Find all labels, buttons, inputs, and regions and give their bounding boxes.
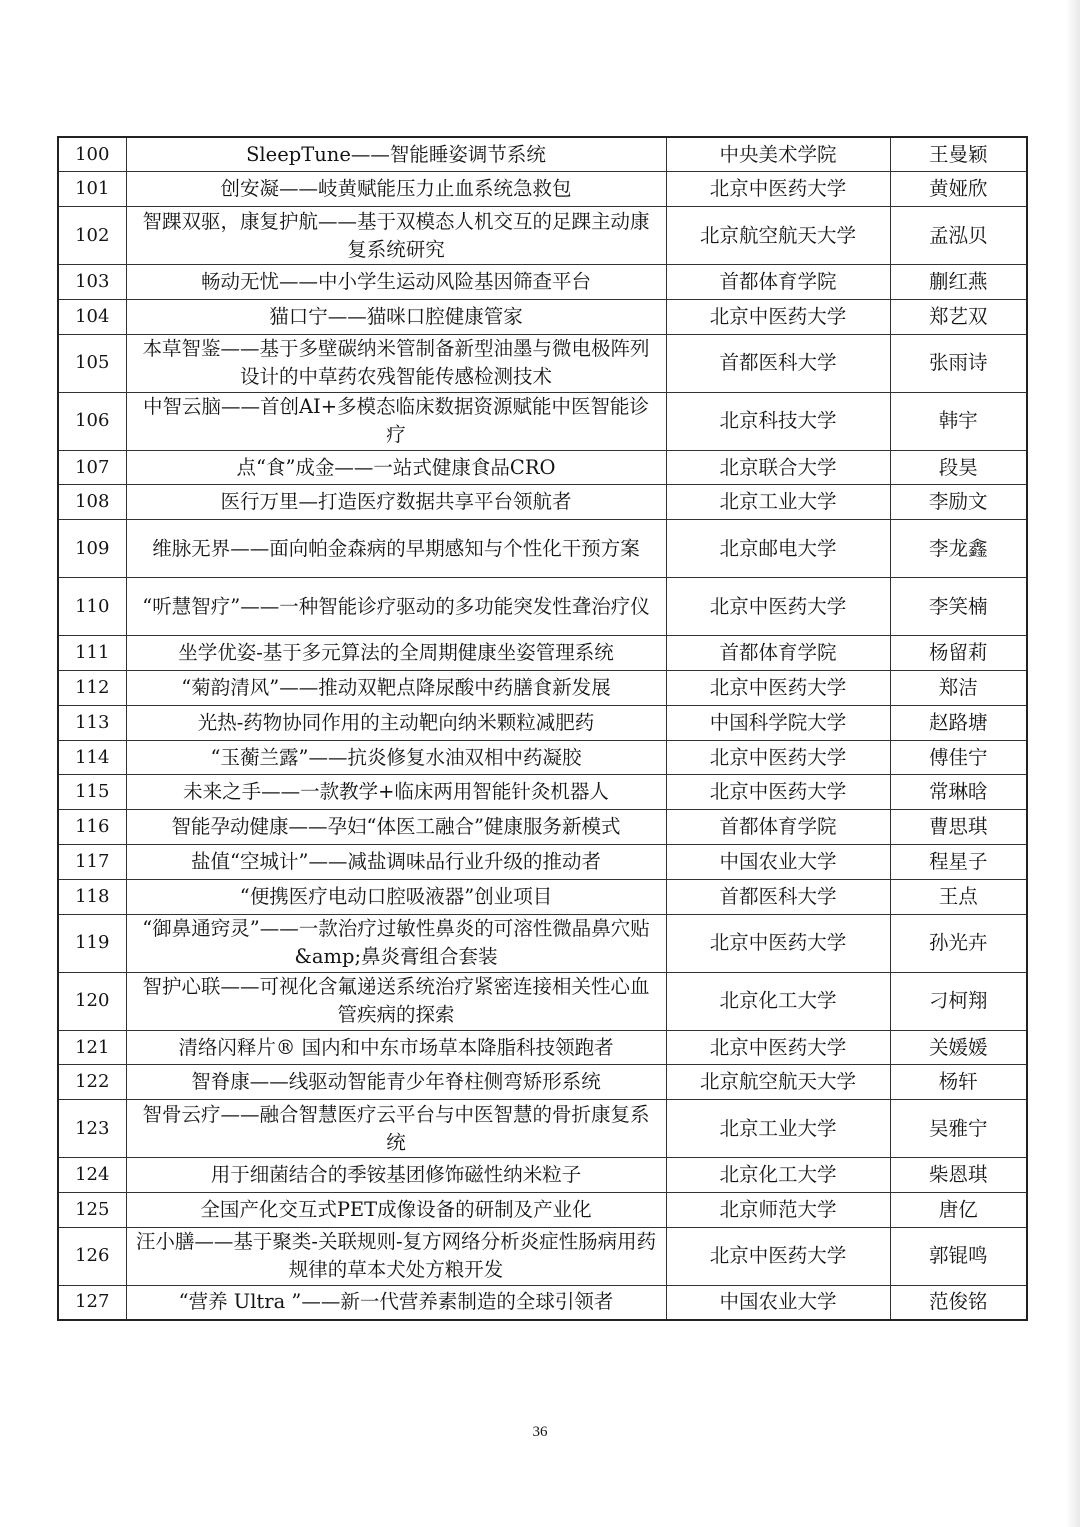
school-cell: 首都体育学院: [666, 636, 890, 671]
table-row: [58, 520, 1027, 578]
project-name-cell: 点“食”成金——一站式健康食品CRO: [126, 450, 666, 485]
table-row: [58, 137, 1027, 172]
project-name-cell: 清络闪释片® 国内和中东市场草本降脂科技领跑者: [126, 1030, 666, 1065]
table-row: [58, 485, 1027, 520]
school-cell: 北京中医药大学: [666, 1227, 890, 1285]
table-row: [58, 740, 1027, 775]
table-row: [58, 1030, 1027, 1065]
table-row: [58, 705, 1027, 740]
project-name-cell: 坐学优姿-基于多元算法的全周期健康坐姿管理系统: [126, 636, 666, 671]
table-row: [58, 671, 1027, 706]
project-name-cell: 猫口宁——猫咪口腔健康管家: [126, 299, 666, 334]
table-row: [58, 392, 1027, 450]
table-row: [58, 1193, 1027, 1228]
leader-cell: 郭锟鸣: [890, 1227, 1027, 1285]
project-name-cell: 智能孕动健康——孕妇“体医工融合”健康服务新模式: [126, 810, 666, 845]
leader-cell: 杨留莉: [890, 636, 1027, 671]
leader-cell: 赵路塘: [890, 705, 1027, 740]
row-number-cell: 108: [58, 485, 126, 520]
table-row: [58, 1285, 1027, 1320]
row-number-cell: 103: [58, 265, 126, 300]
leader-cell: 黄娅欣: [890, 172, 1027, 207]
row-number-cell: 107: [58, 450, 126, 485]
page-number: 36: [532, 1424, 548, 1440]
project-name-cell: 智护心联——可视化含氟递送系统治疗紧密连接相关性心血管疾病的探索: [126, 972, 666, 1030]
leader-cell: 段昊: [890, 450, 1027, 485]
row-number-cell: 125: [58, 1193, 126, 1228]
leader-cell: 吴雅宁: [890, 1100, 1027, 1158]
leader-cell: 郑洁: [890, 671, 1027, 706]
school-cell: 北京中医药大学: [666, 775, 890, 810]
school-cell: 北京中医药大学: [666, 299, 890, 334]
school-cell: 北京中医药大学: [666, 172, 890, 207]
row-number-cell: 119: [58, 914, 126, 972]
project-name-cell: “营养 Ultra ”——新一代营养素制造的全球引领者: [126, 1285, 666, 1320]
row-number-cell: 114: [58, 740, 126, 775]
row-number-cell: 102: [58, 207, 126, 265]
leader-cell: 李龙鑫: [890, 520, 1027, 578]
table-row: [58, 972, 1027, 1030]
school-cell: 北京工业大学: [666, 1100, 890, 1158]
school-cell: 中国农业大学: [666, 845, 890, 880]
row-number-cell: 109: [58, 520, 126, 578]
project-name-cell: 智踝双驱，康复护航——基于双模态人机交互的足踝主动康复系统研究: [126, 207, 666, 265]
row-number-cell: 126: [58, 1227, 126, 1285]
school-cell: 首都体育学院: [666, 265, 890, 300]
project-name-cell: “菊韵清风”——推动双靶点降尿酸中药膳食新发展: [126, 671, 666, 706]
table-row: [58, 265, 1027, 300]
project-name-cell: “御鼻通窍灵”——一款治疗过敏性鼻炎的可溶性微晶鼻穴贴&amp;鼻炎膏组合套装: [126, 914, 666, 972]
row-number-cell: 120: [58, 972, 126, 1030]
project-name-cell: 中智云脑——首创AI+多模态临床数据资源赋能中医智能诊疗: [126, 392, 666, 450]
project-name-cell: 医行万里—打造医疗数据共享平台领航者: [126, 485, 666, 520]
leader-cell: 常琳晗: [890, 775, 1027, 810]
project-name-cell: “听慧智疗”——一种智能诊疗驱动的多功能突发性聋治疗仪: [126, 578, 666, 636]
scan-edge-shadow: [1066, 0, 1080, 1527]
leader-cell: 蒯红燕: [890, 265, 1027, 300]
row-number-cell: 106: [58, 392, 126, 450]
leader-cell: 韩宇: [890, 392, 1027, 450]
table-row: [58, 636, 1027, 671]
project-list-table: [57, 136, 1028, 1321]
project-name-cell: “便携医疗电动口腔吸液器”创业项目: [126, 879, 666, 914]
row-number-cell: 105: [58, 334, 126, 392]
project-name-cell: “玉蘅兰露”——抗炎修复水油双相中药凝胶: [126, 740, 666, 775]
row-number-cell: 123: [58, 1100, 126, 1158]
row-number-cell: 100: [58, 137, 126, 172]
row-number-cell: 124: [58, 1158, 126, 1193]
school-cell: 北京航空航天大学: [666, 207, 890, 265]
leader-cell: 王点: [890, 879, 1027, 914]
row-number-cell: 101: [58, 172, 126, 207]
table-row: [58, 334, 1027, 392]
school-cell: 北京化工大学: [666, 1158, 890, 1193]
table-row: [58, 172, 1027, 207]
school-cell: 北京中医药大学: [666, 671, 890, 706]
table-row: [58, 1158, 1027, 1193]
project-name-cell: SleepTune——智能睡姿调节系统: [126, 137, 666, 172]
table-row: [58, 1100, 1027, 1158]
school-cell: 首都医科大学: [666, 879, 890, 914]
row-number-cell: 122: [58, 1065, 126, 1100]
table-row: [58, 1065, 1027, 1100]
row-number-cell: 110: [58, 578, 126, 636]
row-number-cell: 121: [58, 1030, 126, 1065]
leader-cell: 王曼颖: [890, 137, 1027, 172]
school-cell: 北京中医药大学: [666, 740, 890, 775]
project-name-cell: 智脊康——线驱动智能青少年脊柱侧弯矫形系统: [126, 1065, 666, 1100]
table-row: [58, 914, 1027, 972]
school-cell: 中国农业大学: [666, 1285, 890, 1320]
school-cell: 中央美术学院: [666, 137, 890, 172]
leader-cell: 关媛媛: [890, 1030, 1027, 1065]
leader-cell: 李励文: [890, 485, 1027, 520]
project-name-cell: 汪小膳——基于聚类-关联规则-复方网络分析炎症性肠病用药规律的草本犬处方粮开发: [126, 1227, 666, 1285]
leader-cell: 孙光卉: [890, 914, 1027, 972]
leader-cell: 柴恩琪: [890, 1158, 1027, 1193]
leader-cell: 唐亿: [890, 1193, 1027, 1228]
project-name-cell: 维脉无界——面向帕金森病的早期感知与个性化干预方案: [126, 520, 666, 578]
project-name-cell: 智骨云疗——融合智慧医疗云平台与中医智慧的骨折康复系统: [126, 1100, 666, 1158]
leader-cell: 郑艺双: [890, 299, 1027, 334]
school-cell: 北京中医药大学: [666, 914, 890, 972]
project-name-cell: 畅动无忧——中小学生运动风险基因筛查平台: [126, 265, 666, 300]
leader-cell: 刁柯翔: [890, 972, 1027, 1030]
school-cell: 中国科学院大学: [666, 705, 890, 740]
leader-cell: 程星子: [890, 845, 1027, 880]
project-name-cell: 全国产化交互式PET成像设备的研制及产业化: [126, 1193, 666, 1228]
school-cell: 首都医科大学: [666, 334, 890, 392]
project-name-cell: 未来之手——一款教学+临床两用智能针灸机器人: [126, 775, 666, 810]
leader-cell: 范俊铭: [890, 1285, 1027, 1320]
school-cell: 北京科技大学: [666, 392, 890, 450]
school-cell: 北京邮电大学: [666, 520, 890, 578]
table-body: [58, 137, 1027, 1320]
table-row: [58, 775, 1027, 810]
school-cell: 北京中医药大学: [666, 1030, 890, 1065]
school-cell: 北京中医药大学: [666, 578, 890, 636]
row-number-cell: 112: [58, 671, 126, 706]
table-row: [58, 299, 1027, 334]
school-cell: 北京工业大学: [666, 485, 890, 520]
leader-cell: 曹思琪: [890, 810, 1027, 845]
row-number-cell: 127: [58, 1285, 126, 1320]
project-name-cell: 用于细菌结合的季铵基团修饰磁性纳米粒子: [126, 1158, 666, 1193]
row-number-cell: 113: [58, 705, 126, 740]
leader-cell: 杨轩: [890, 1065, 1027, 1100]
project-name-cell: 创安凝——岐黄赋能压力止血系统急救包: [126, 172, 666, 207]
table-row: [58, 879, 1027, 914]
school-cell: 首都体育学院: [666, 810, 890, 845]
table-row: [58, 578, 1027, 636]
row-number-cell: 118: [58, 879, 126, 914]
table-row: [58, 450, 1027, 485]
project-name-cell: 盐值“空城计”——减盐调味品行业升级的推动者: [126, 845, 666, 880]
row-number-cell: 117: [58, 845, 126, 880]
leader-cell: 李笑楠: [890, 578, 1027, 636]
row-number-cell: 115: [58, 775, 126, 810]
table-row: [58, 845, 1027, 880]
row-number-cell: 116: [58, 810, 126, 845]
school-cell: 北京联合大学: [666, 450, 890, 485]
school-cell: 北京化工大学: [666, 972, 890, 1030]
table-row: [58, 810, 1027, 845]
leader-cell: 孟泓贝: [890, 207, 1027, 265]
school-cell: 北京师范大学: [666, 1193, 890, 1228]
leader-cell: 傅佳宁: [890, 740, 1027, 775]
row-number-cell: 104: [58, 299, 126, 334]
table-row: [58, 1227, 1027, 1285]
school-cell: 北京航空航天大学: [666, 1065, 890, 1100]
leader-cell: 张雨诗: [890, 334, 1027, 392]
project-name-cell: 本草智鉴——基于多壁碳纳米管制备新型油墨与微电极阵列设计的中草药农残智能传感检测技术: [126, 334, 666, 392]
project-name-cell: 光热-药物协同作用的主动靶向纳米颗粒减肥药: [126, 705, 666, 740]
row-number-cell: 111: [58, 636, 126, 671]
table-row: [58, 207, 1027, 265]
